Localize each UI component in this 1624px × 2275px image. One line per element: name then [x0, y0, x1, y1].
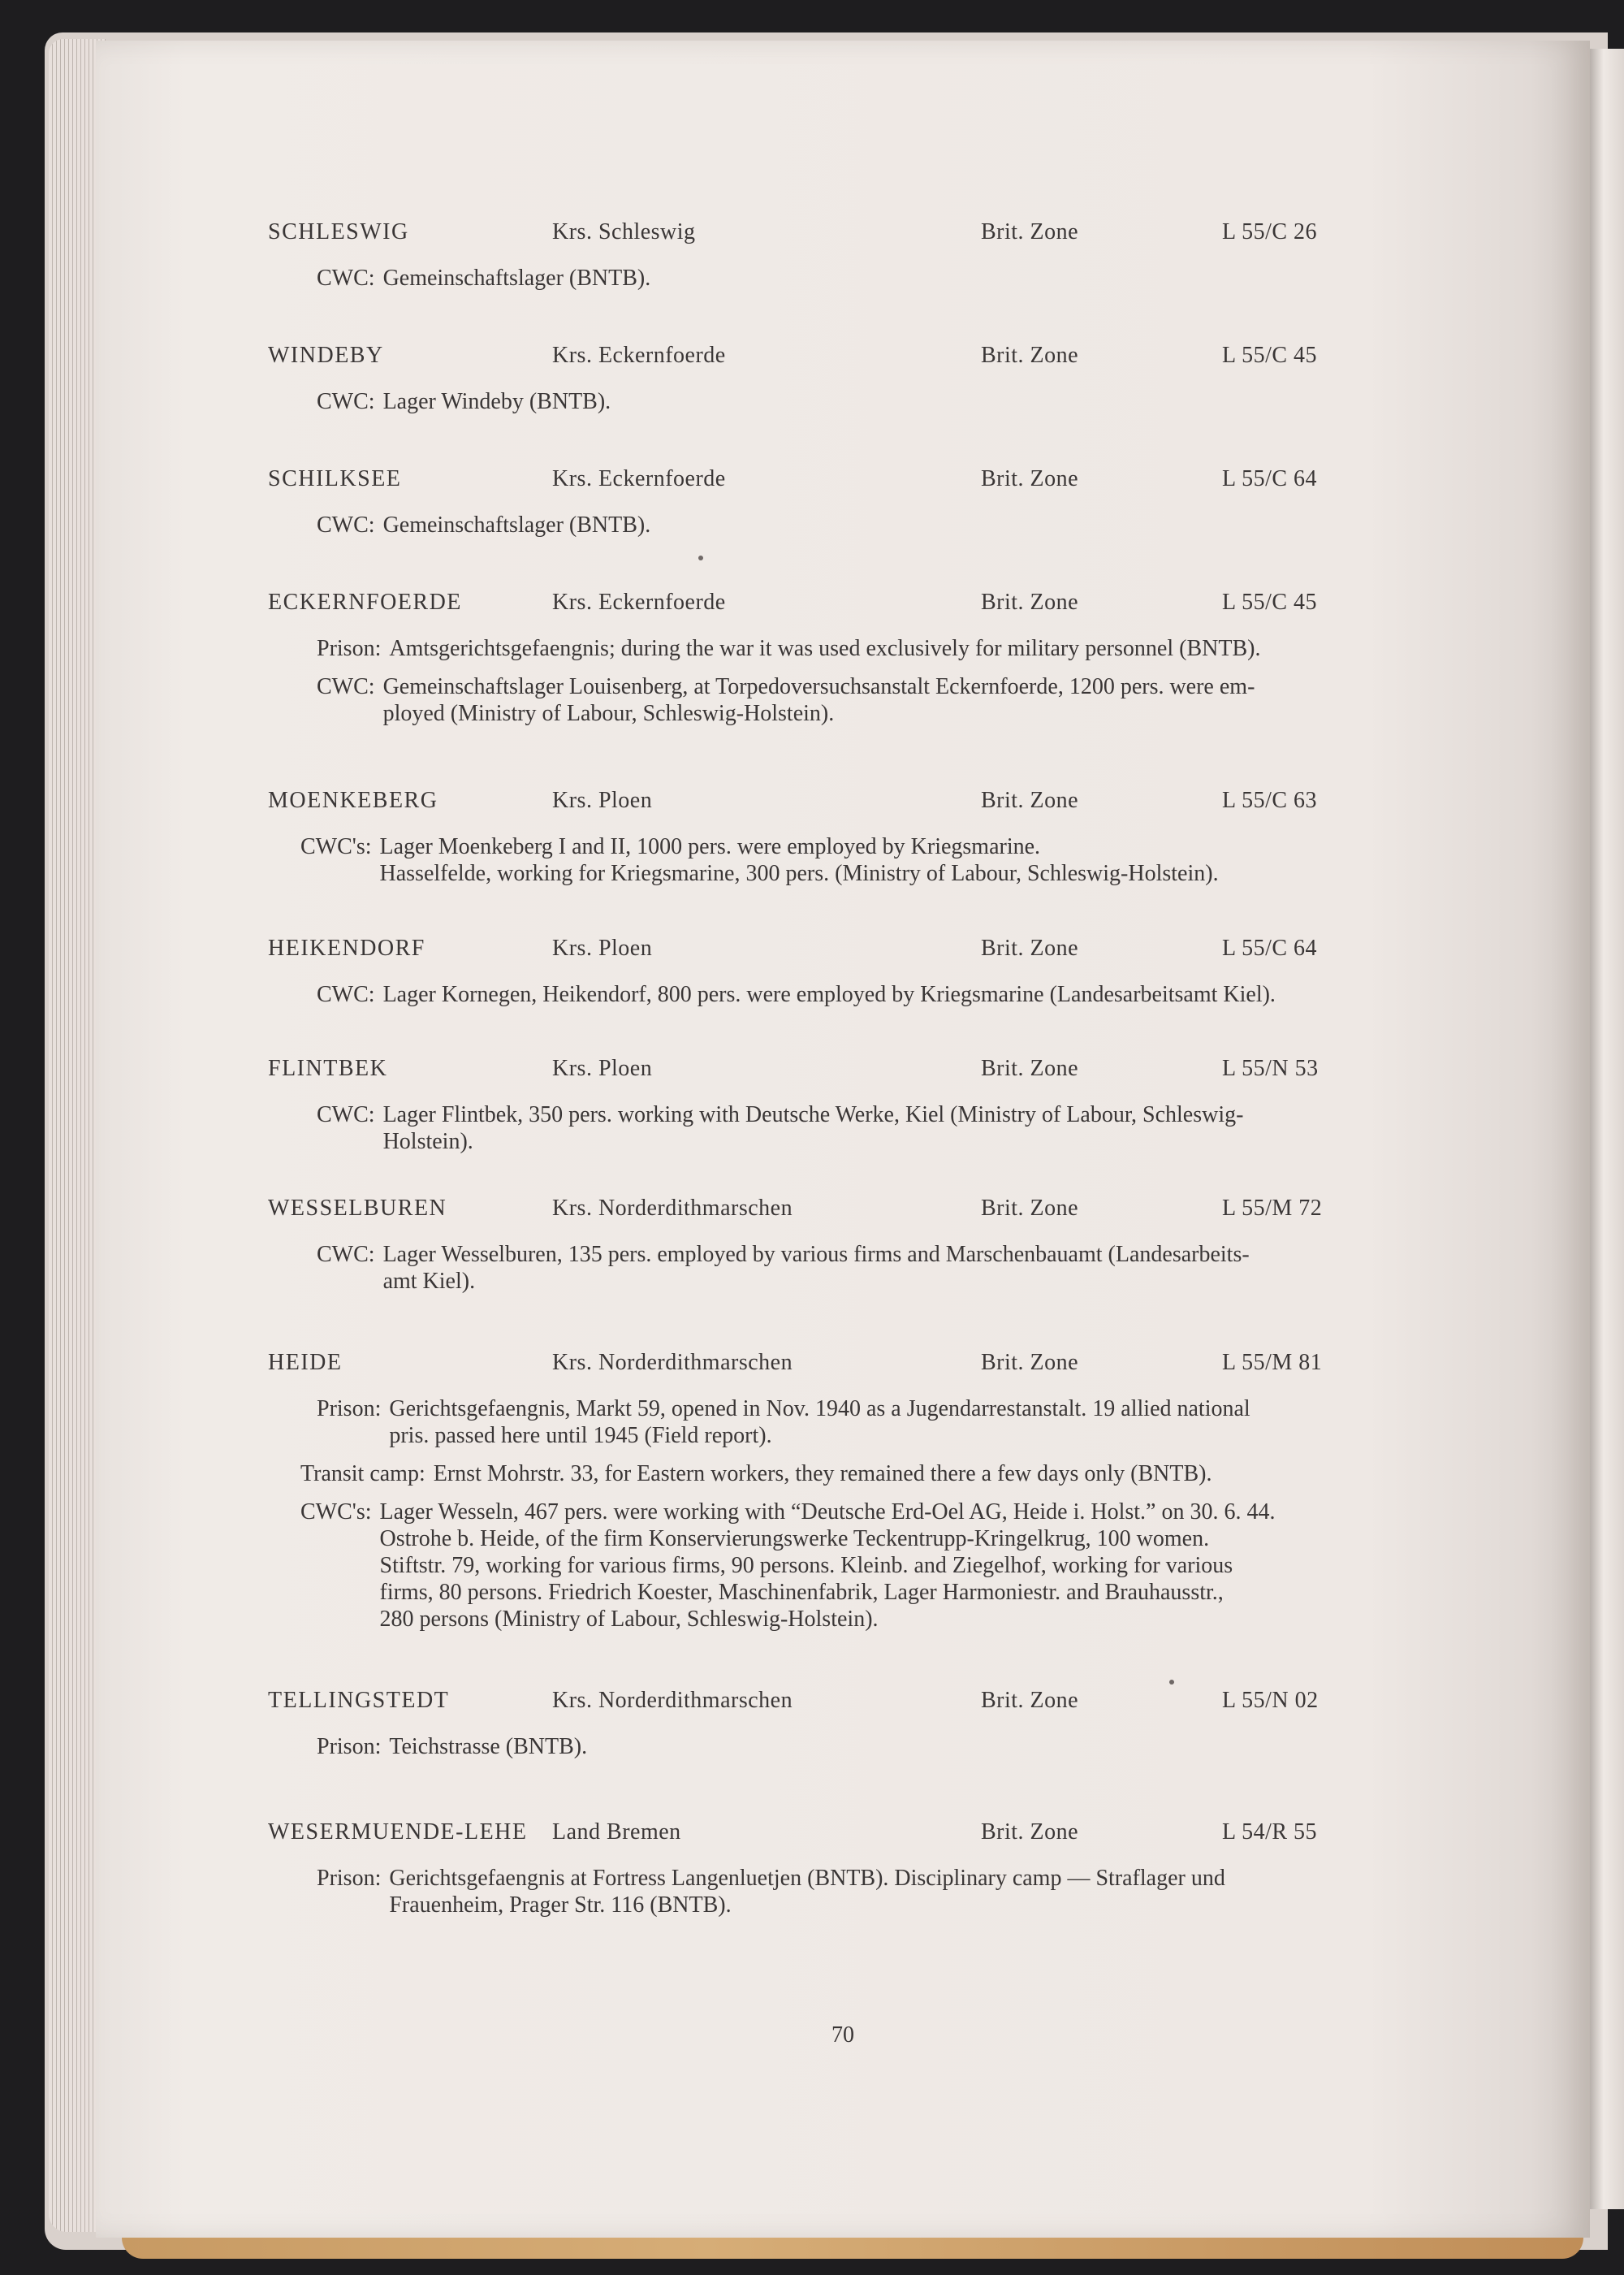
zone: Brit. Zone — [981, 1196, 1079, 1221]
map-reference: L 55/C 64 — [1222, 936, 1318, 961]
line-text — [375, 1101, 1583, 1155]
entry-line — [268, 1241, 1583, 1295]
entry-schilksee — [268, 466, 1583, 538]
line-text — [372, 833, 1584, 887]
line-label: CWC: — [317, 1102, 375, 1127]
map-reference: L 55/C 64 — [1222, 466, 1318, 491]
entry-line — [268, 1865, 1583, 1918]
zone: Brit. Zone — [981, 1688, 1079, 1713]
map-reference: L 55/M 72 — [1222, 1196, 1323, 1221]
text-line: firms, 80 persons. Friedrich Koester, Maschinenfabrik, Lager Harmoniestr. and Brauhausstr., — [379, 1580, 1224, 1605]
line-text — [375, 673, 1583, 727]
entry-header — [268, 1350, 1583, 1384]
district: Krs. Ploen — [552, 788, 653, 813]
text-line: Ostrohe b. Heide, of the firm Konservierungswerke Teckentrupp-Kringelkrug, 100 women. — [379, 1526, 1210, 1551]
place-name: HEIDE — [268, 1350, 343, 1375]
text-line: Lager Moenkeberg I and II, 1000 pers. were employed by Kriegsmarine. — [379, 834, 1041, 859]
entry-tellingstedt — [268, 1688, 1583, 1760]
entry-heikendorf — [268, 936, 1583, 1008]
entry-windeby — [268, 343, 1583, 415]
line-label: CWC: — [317, 389, 375, 414]
district: Krs. Norderdithmarschen — [552, 1196, 793, 1221]
place-name: WESERMUENDE-LEHE — [268, 1819, 528, 1845]
entry-line — [268, 388, 1583, 415]
district: Krs. Schleswig — [552, 219, 696, 244]
text-line: Teichstrasse (BNTB). — [389, 1734, 588, 1759]
entry-header — [268, 788, 1583, 822]
entry-heide — [268, 1350, 1583, 1633]
district: Krs. Eckernfoerde — [552, 466, 726, 491]
text-line: Lager Windeby (BNTB). — [382, 389, 611, 414]
entry-line — [268, 833, 1583, 887]
line-label: CWC: — [317, 266, 375, 291]
line-text — [381, 1733, 1583, 1760]
zone: Brit. Zone — [981, 590, 1079, 615]
line-label: Transit camp: — [300, 1461, 425, 1486]
map-reference: L 55/N 02 — [1222, 1688, 1319, 1713]
text-line: Gerichtsgefaengnis, Markt 59, opened in Nov. 1940 as a Jugendarrestanstalt. 19 allied national — [389, 1396, 1250, 1421]
map-reference: L 55/C 26 — [1222, 219, 1318, 244]
district: Krs. Eckernfoerde — [552, 590, 726, 615]
line-text — [375, 981, 1583, 1008]
page-content — [96, 41, 1590, 2238]
text-line: Gemeinschaftslager (BNTB). — [382, 513, 651, 538]
line-label: CWC's: — [300, 1499, 372, 1525]
paper-speck — [698, 556, 703, 560]
entry-line — [268, 265, 1583, 292]
entry-flintbek — [268, 1056, 1583, 1155]
line-text — [375, 265, 1583, 292]
line-label: Prison: — [317, 1734, 382, 1759]
district: Krs. Norderdithmarschen — [552, 1688, 793, 1713]
place-name: WINDEBY — [268, 343, 384, 368]
map-reference: L 55/M 81 — [1222, 1350, 1323, 1375]
entry-line — [268, 635, 1583, 662]
entry-header — [268, 1688, 1583, 1722]
district: Krs. Ploen — [552, 1056, 653, 1081]
entry-line — [268, 981, 1583, 1008]
entry-header — [268, 1196, 1583, 1230]
entry-wesermuende-lehe — [268, 1819, 1583, 1918]
entry-line — [268, 1499, 1583, 1633]
text-line: Hasselfelde, working for Kriegsmarine, 300 pers. (Ministry of Labour, Schleswig-Holstein). — [379, 861, 1219, 886]
text-line: Lager Wesselburen, 135 pers. employed by various firms and Marschenbauamt (Landesarbeits- — [382, 1242, 1250, 1267]
district: Krs. Norderdithmarschen — [552, 1350, 793, 1375]
text-line: Stiftstr. 79, working for various firms, 90 persons. Kleinb. and Ziegelhof, working for various — [379, 1553, 1233, 1578]
line-label: CWC: — [317, 513, 375, 538]
entry-header — [268, 936, 1583, 970]
zone: Brit. Zone — [981, 343, 1079, 368]
line-label: Prison: — [317, 636, 382, 661]
place-name: SCHLESWIG — [268, 219, 409, 244]
text-line: amt Kiel). — [382, 1269, 476, 1294]
page-number: 70 — [831, 2022, 854, 2048]
zone: Brit. Zone — [981, 219, 1079, 244]
place-name: ECKERNFOERDE — [268, 590, 462, 615]
text-line: pris. passed here until 1945 (Field report). — [389, 1423, 772, 1448]
text-line: ployed (Ministry of Labour, Schleswig-Holstein). — [382, 701, 835, 726]
entry-line — [268, 1733, 1583, 1760]
line-label: CWC's: — [300, 834, 372, 859]
text-line: 280 persons (Ministry of Labour, Schleswig-Holstein). — [379, 1607, 879, 1632]
entry-header — [268, 1056, 1583, 1090]
zone: Brit. Zone — [981, 1056, 1079, 1081]
entry-wesselburen — [268, 1196, 1583, 1295]
line-label: CWC: — [317, 674, 375, 699]
entry-header — [268, 343, 1583, 377]
place-name: HEIKENDORF — [268, 936, 425, 961]
entry-moenkeberg — [268, 788, 1583, 887]
text-line: Ernst Mohrstr. 33, for Eastern workers, they remained there a few days only (BNTB). — [433, 1461, 1212, 1486]
entry-line — [268, 673, 1583, 727]
entry-header — [268, 466, 1583, 500]
district: Krs. Eckernfoerde — [552, 343, 726, 368]
entry-eckernfoerde — [268, 590, 1583, 727]
map-reference: L 55/N 53 — [1222, 1056, 1319, 1081]
text-line: Lager Flintbek, 350 pers. working with Deutsche Werke, Kiel (Ministry of Labour, Schleswig- — [382, 1102, 1244, 1127]
paper-speck — [1169, 1680, 1174, 1685]
line-label: Prison: — [317, 1396, 382, 1421]
line-text — [375, 1241, 1583, 1295]
text-line: Gemeinschaftslager (BNTB). — [382, 266, 651, 291]
line-text — [381, 1865, 1583, 1918]
text-line: Lager Wesseln, 467 pers. were working with “Deutsche Erd-Oel AG, Heide i. Holst.” on 30. 6. 44. — [379, 1499, 1276, 1525]
line-text — [375, 388, 1583, 415]
place-name: FLINTBEK — [268, 1056, 388, 1081]
map-reference: L 55/C 45 — [1222, 590, 1318, 615]
facing-page-edge — [1590, 49, 1624, 2209]
district: Land Bremen — [552, 1819, 681, 1845]
entry-header — [268, 590, 1583, 624]
line-label: CWC: — [317, 1242, 375, 1267]
zone: Brit. Zone — [981, 936, 1079, 961]
text-line: Amtsgerichtsgefaengnis; during the war it was used exclusively for military personnel (BNTB). — [389, 636, 1261, 661]
text-line: Holstein). — [382, 1129, 473, 1154]
text-line: Frauenheim, Prager Str. 116 (BNTB). — [389, 1892, 732, 1918]
document-page — [96, 41, 1590, 2238]
text-line: Lager Kornegen, Heikendorf, 800 pers. were employed by Kriegsmarine (Landesarbeitsamt Kiel). — [382, 982, 1276, 1007]
text-line: Gemeinschaftslager Louisenberg, at Torpedoversuchsanstalt Eckernfoerde, 1200 pers. were em- — [382, 674, 1255, 699]
line-text — [375, 512, 1583, 538]
map-reference: L 54/R 55 — [1222, 1819, 1318, 1845]
entry-line — [268, 1101, 1583, 1155]
place-name: MOENKEBERG — [268, 788, 438, 813]
zone: Brit. Zone — [981, 1819, 1079, 1845]
entry-line — [268, 1395, 1583, 1449]
line-text — [372, 1499, 1584, 1633]
entry-schleswig — [268, 219, 1583, 292]
line-text — [381, 635, 1583, 662]
zone: Brit. Zone — [981, 466, 1079, 491]
place-name: SCHILKSEE — [268, 466, 402, 491]
book-bottom-edge — [122, 2238, 1583, 2259]
place-name: TELLINGSTEDT — [268, 1688, 450, 1713]
line-label: Prison: — [317, 1866, 382, 1891]
line-text — [425, 1460, 1583, 1487]
entry-line — [268, 512, 1583, 538]
entry-header — [268, 219, 1583, 253]
map-reference: L 55/C 63 — [1222, 788, 1318, 813]
place-name: WESSELBUREN — [268, 1196, 447, 1221]
district: Krs. Ploen — [552, 936, 653, 961]
map-reference: L 55/C 45 — [1222, 343, 1318, 368]
line-text — [381, 1395, 1583, 1449]
zone: Brit. Zone — [981, 1350, 1079, 1375]
entry-line — [268, 1460, 1583, 1487]
line-label: CWC: — [317, 982, 375, 1007]
zone: Brit. Zone — [981, 788, 1079, 813]
text-line: Gerichtsgefaengnis at Fortress Langenluetjen (BNTB). Disciplinary camp — Straflager und — [389, 1866, 1225, 1891]
entry-header — [268, 1819, 1583, 1853]
